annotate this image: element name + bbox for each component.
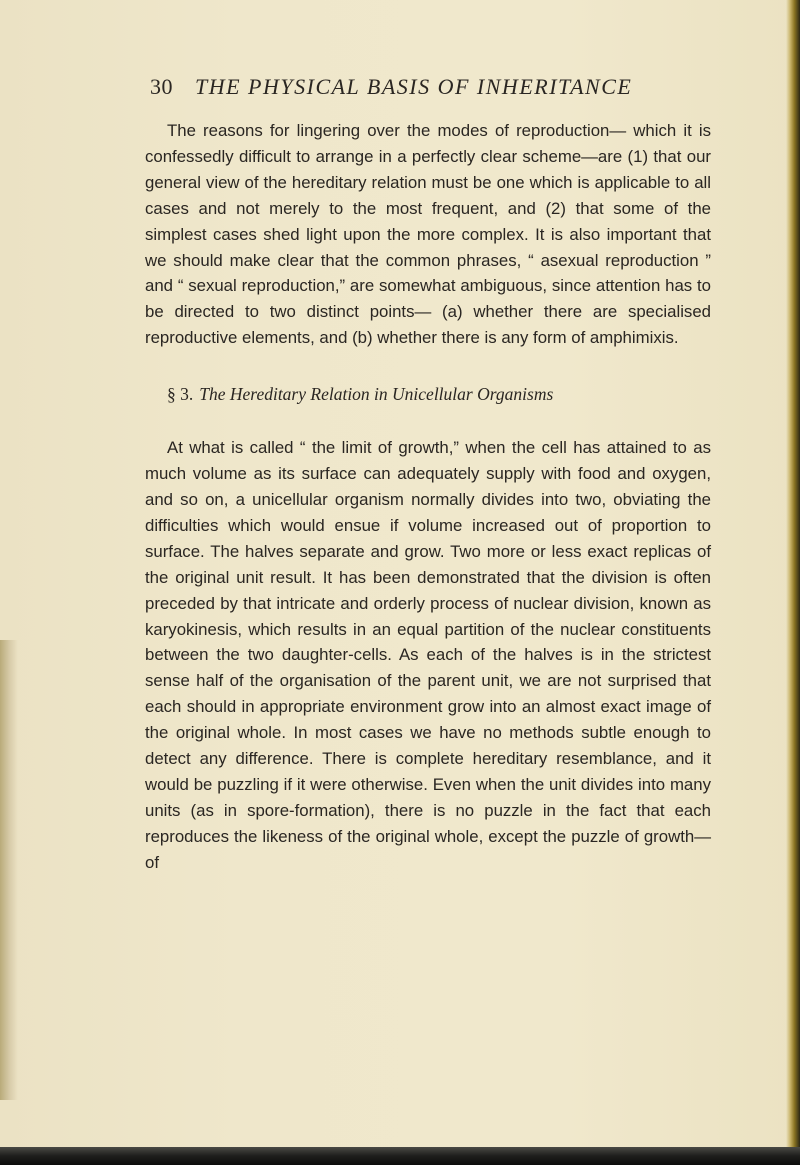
page-shadow-left: [0, 640, 18, 1100]
section-title: The Hereditary Relation in Unicellular Organisms: [199, 384, 554, 405]
body-text: [145, 118, 711, 876]
paragraph-modes-of-reproduction: The reasons for lingering over the modes of reproduction— which it is confessedly difficult to arrange in a perfectly clear scheme—are (1) that our general view of the hereditary relation must be one which is applicable to all cases and not merely to the most frequent, and (2) that some of the simplest cases shed light upon the more complex. It is also important that we should make clear that the common phrases, “ asexual reproduction ” and “ sexual reproduction,” are somewhat ambiguous, since attention has to be directed to two distinct points— (a) whether there are specialised reproductive elements, and (b) whether there is any form of amphimixis.: [145, 121, 711, 348]
page-number: 30: [150, 74, 173, 99]
scan-bottom-edge: [0, 1147, 800, 1165]
running-header: [150, 74, 710, 100]
running-title: THE PHYSICAL BASIS OF INHERITANCE: [195, 74, 633, 99]
section-number: § 3.: [167, 384, 194, 405]
section-heading: [145, 381, 711, 407]
book-spine-edge: [786, 0, 800, 1165]
paragraph-unicellular-division: At what is called “ the limit of growth,” when the cell has attained to as much volume as its surface can adequately supply with food and oxygen, and so on, a unicellular organism normally divides into two, obviating the difficulties which would ensue if volume increased out of proportion to surface. The halves separate and grow. Two more or less exact replicas of the original unit result. It has been demonstrated that the division is often preceded by that intricate and orderly process of nuclear division, known as karyokinesis, which results in an equal partition of the nuclear constituents between the two daughter-cells. As each of the halves is in the strictest sense half of the organisation of the parent unit, we are not surprised that each should in appropriate environment grow into an almost exact image of the original whole. In most cases we have no methods subtle enough to detect any difference. There is complete hereditary resemblance, and it would be puzzling if it were otherwise. Even when the unit divides into many units (as in spore-formation), there is no puzzle in the fact that each reproduces the likeness of the original whole, except the puzzle of growth—of: [145, 438, 711, 872]
